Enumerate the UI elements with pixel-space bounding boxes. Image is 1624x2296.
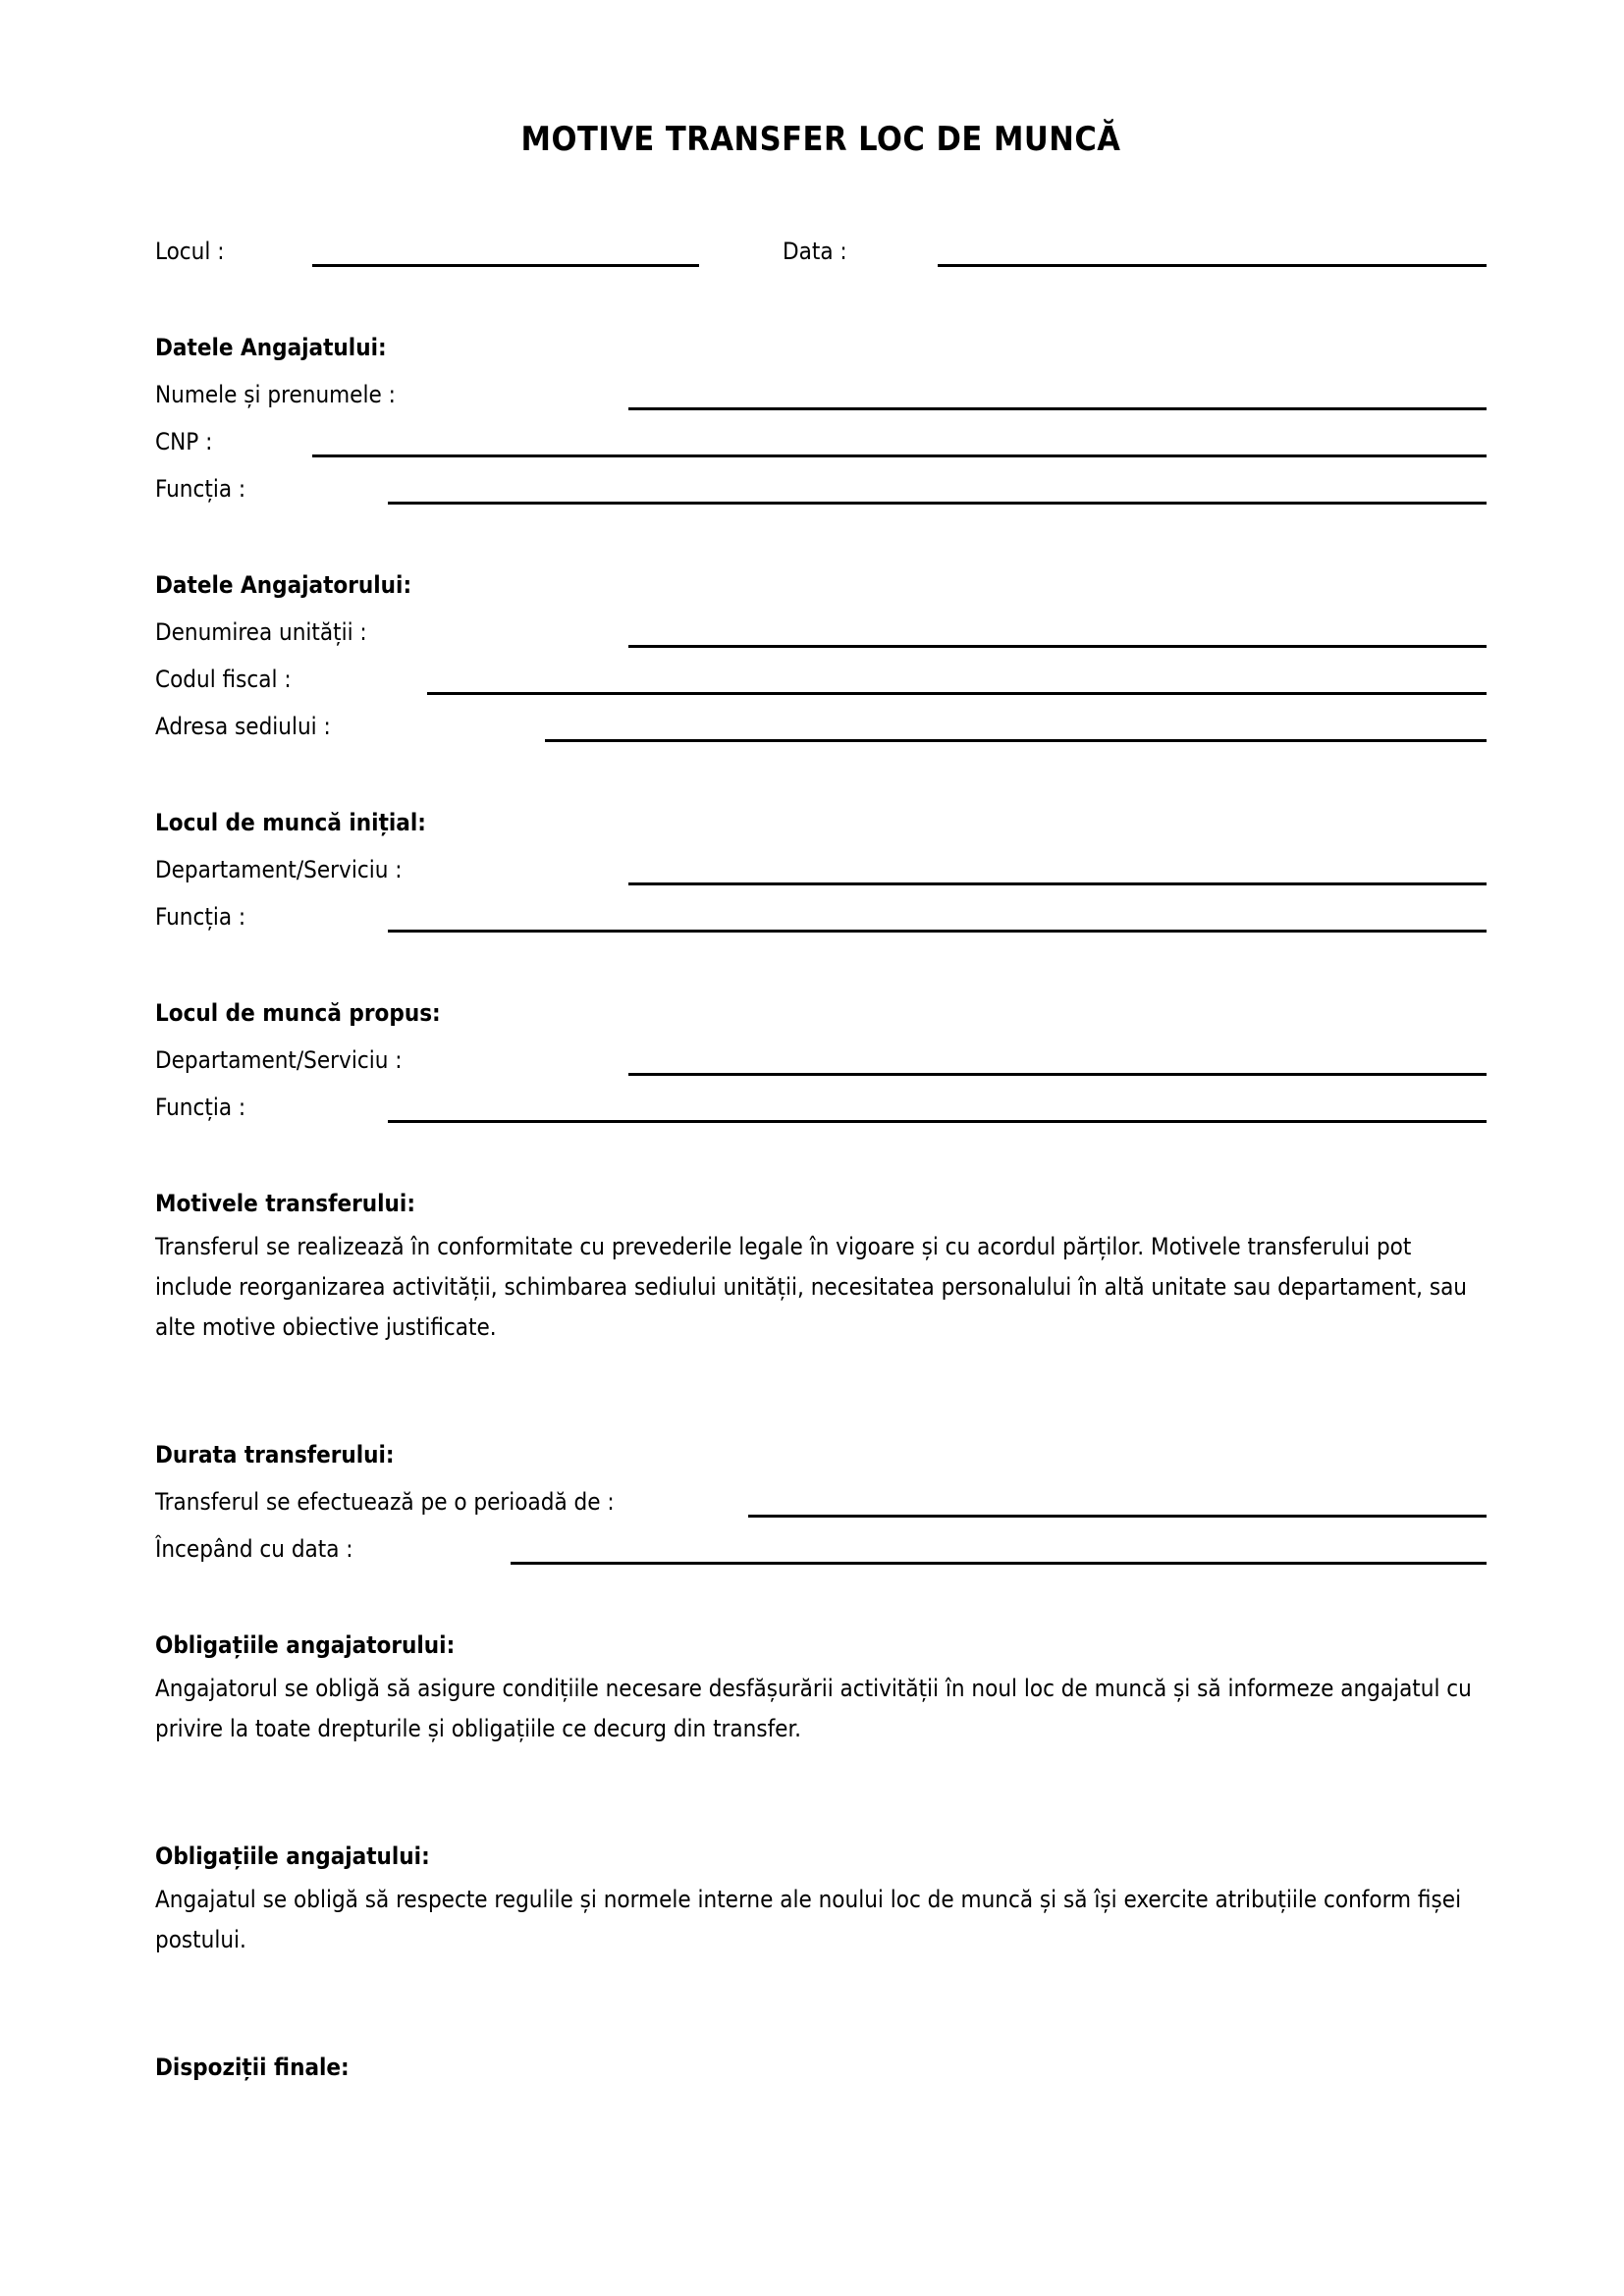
- field-row: [155, 703, 1487, 750]
- field-row: [155, 656, 1487, 703]
- locul-input-line[interactable]: [312, 264, 699, 267]
- cnp-label: CNP :: [155, 428, 213, 455]
- field-row: [155, 1525, 1487, 1573]
- section-datele-angajatului: [155, 324, 1487, 512]
- functia-initial-input-line[interactable]: [388, 930, 1487, 933]
- section-heading: Dispoziții finale:: [155, 2054, 350, 2081]
- adresa-label: Adresa sediului :: [155, 713, 331, 740]
- functia-propus-input-line[interactable]: [388, 1120, 1487, 1123]
- functia-angajat-label: Funcția :: [155, 475, 246, 503]
- codul-fiscal-input-line[interactable]: [427, 692, 1487, 695]
- locul-label: Locul :: [155, 238, 225, 265]
- data-inceperii-input-line[interactable]: [511, 1562, 1487, 1565]
- locul-data-row: [155, 228, 1487, 275]
- departament-propus-label: Departament/Serviciu :: [155, 1046, 403, 1074]
- field-row: [155, 1478, 1487, 1525]
- field-row: [155, 465, 1487, 512]
- section-heading: Datele Angajatului:: [155, 334, 387, 361]
- section-obligatiile-angajatorului: [155, 1622, 1487, 1749]
- cnp-input-line[interactable]: [312, 454, 1487, 457]
- departament-initial-label: Departament/Serviciu :: [155, 856, 403, 883]
- field-row: [155, 609, 1487, 656]
- data-inceperii-label: Începând cu data :: [155, 1535, 353, 1563]
- data-label: Data :: [783, 238, 847, 265]
- section-dispozitii-finale: [155, 2044, 1487, 2091]
- obligatii-angajat-paragraph: Angajatul se obligă să respecte regulile și normele interne ale noului loc de muncă și să își exercite atribuțiile conform fișei postului.: [155, 1886, 1462, 1953]
- section-heading: Locul de muncă propus:: [155, 999, 441, 1027]
- codul-fiscal-label: Codul fiscal :: [155, 666, 292, 693]
- perioada-label: Transferul se efectuează pe o perioadă de :: [155, 1488, 615, 1516]
- section-durata-transferului: [155, 1431, 1487, 1573]
- obligatii-angajator-paragraph: Angajatorul se obligă să asigure condițiile necesare desfășurării activității în noul loc de muncă și să informeze angajatul cu privire la toate drepturile și obligațiile ce decurg din transfer.: [155, 1675, 1472, 1742]
- denumirea-label: Denumirea unității :: [155, 618, 367, 646]
- functia-propus-label: Funcția :: [155, 1094, 246, 1121]
- numele-input-line[interactable]: [628, 407, 1487, 410]
- functia-initial-label: Funcția :: [155, 903, 246, 931]
- section-loc-munca-propus: [155, 989, 1487, 1131]
- functia-angajat-input-line[interactable]: [388, 502, 1487, 505]
- field-row: [155, 893, 1487, 940]
- section-heading: Datele Angajatorului:: [155, 571, 412, 599]
- motivele-paragraph: Transferul se realizează în conformitate cu prevederile legale în vigoare și cu acordul părților. Motivele transferului pot include reorganizarea activității, schimbarea sediului unității, necesitatea personalului în altă unitate sau departament, sau alte motive obiective justificate.: [155, 1233, 1467, 1341]
- adresa-input-line[interactable]: [545, 739, 1487, 742]
- section-heading: Durata transferului:: [155, 1441, 395, 1468]
- section-motivele-transferului: [155, 1180, 1487, 1348]
- departament-initial-input-line[interactable]: [628, 882, 1487, 885]
- field-row: [155, 1037, 1487, 1084]
- field-row: [155, 1084, 1487, 1131]
- departament-propus-input-line[interactable]: [628, 1073, 1487, 1076]
- section-obligatiile-angajatului: [155, 1833, 1487, 1960]
- section-heading: Obligațiile angajatorului:: [155, 1631, 456, 1659]
- section-loc-munca-initial: [155, 799, 1487, 940]
- numele-label: Numele și prenumele :: [155, 381, 396, 408]
- section-heading: Locul de muncă inițial:: [155, 809, 426, 836]
- perioada-input-line[interactable]: [748, 1515, 1487, 1518]
- section-heading: Obligațiile angajatului:: [155, 1842, 430, 1870]
- document-title: MOTIVE TRANSFER LOC DE MUNCĂ: [520, 120, 1121, 159]
- section-datele-angajatorului: [155, 561, 1487, 750]
- field-row: [155, 846, 1487, 893]
- section-heading: Motivele transferului:: [155, 1190, 415, 1217]
- field-row: [155, 371, 1487, 418]
- data-input-line[interactable]: [938, 264, 1487, 267]
- denumirea-input-line[interactable]: [628, 645, 1487, 648]
- field-row: [155, 418, 1487, 465]
